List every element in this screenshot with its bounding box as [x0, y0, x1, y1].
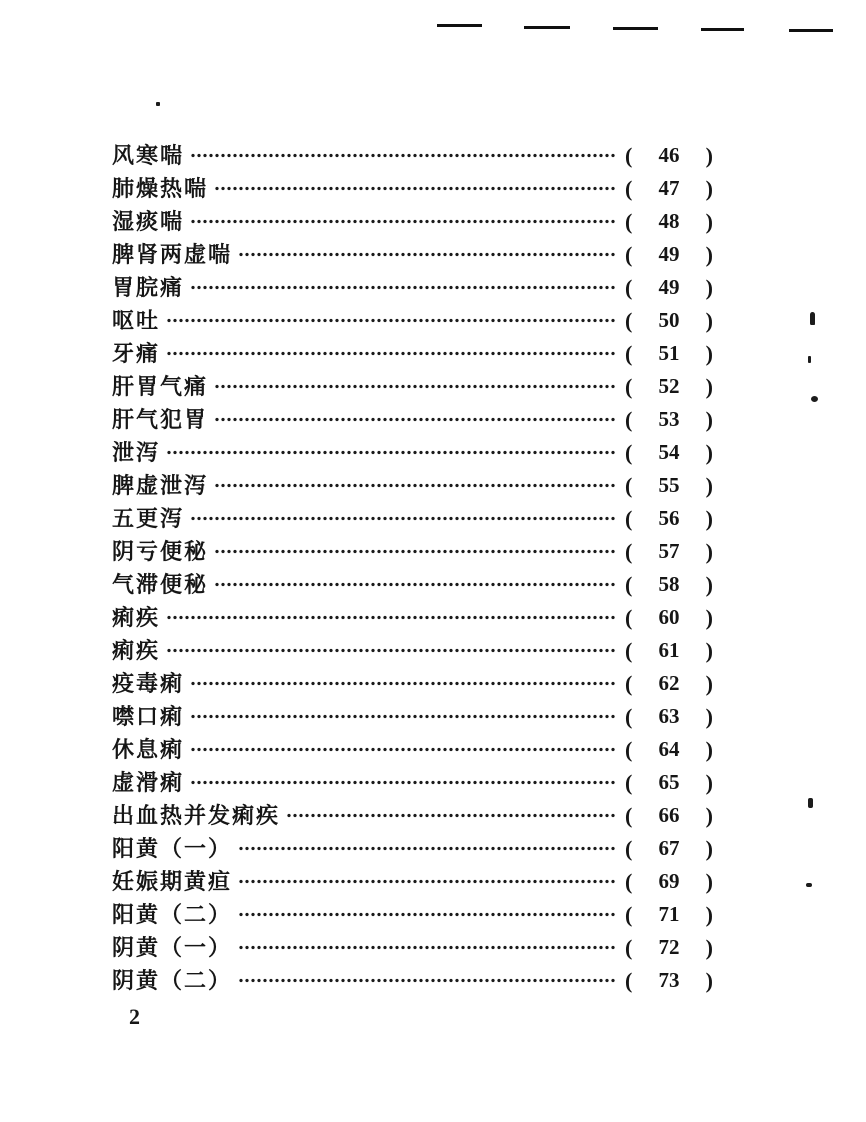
page-number: 61: [658, 638, 680, 662]
toc-entry-title: 胃脘痛: [112, 275, 185, 300]
toc-entry-title: 脾虚泄泻: [112, 473, 209, 498]
page-number: 56: [658, 506, 680, 530]
paren-open: (: [625, 604, 633, 630]
toc-entry-pageno: [625, 407, 713, 433]
page-number: 66: [658, 803, 680, 827]
dot-leader: [190, 700, 617, 733]
dot-leader: [214, 370, 617, 403]
dot-leader: [166, 337, 617, 370]
toc-entry: [112, 271, 713, 304]
toc-entry-pageno: [625, 770, 713, 796]
page-number: 69: [658, 869, 680, 893]
paren-close: ): [705, 406, 713, 432]
toc-entry: [112, 634, 713, 667]
toc-entry: [112, 205, 713, 238]
toc-entry-pageno: [625, 308, 713, 334]
page-number: 67: [658, 836, 680, 860]
toc-entry-title: 虚滑痢: [112, 770, 185, 795]
paren-open: (: [625, 406, 633, 432]
paren-open: (: [625, 670, 633, 696]
toc-entry: [112, 304, 713, 337]
toc-entry: [112, 898, 713, 931]
paren-close: ): [705, 967, 713, 993]
dot-leader: [238, 238, 617, 271]
toc-entry-pageno: [625, 935, 713, 961]
dot-leader: [238, 898, 617, 931]
toc-entry-title: 妊娠期黄疸: [112, 869, 233, 894]
paren-open: (: [625, 934, 633, 960]
toc-entry: [112, 865, 713, 898]
page-number: 57: [658, 539, 680, 563]
toc-entry-pageno: [625, 638, 713, 664]
toc-entry-pageno: [625, 572, 713, 598]
toc-entry-pageno: [625, 902, 713, 928]
toc-entry-pageno: [625, 275, 713, 301]
toc-entry-title: 痢疾: [112, 605, 161, 630]
ink-speck: [808, 798, 813, 808]
toc-entry-title: 痢疾: [112, 638, 161, 663]
ink-speck: [806, 883, 812, 887]
page-number: 49: [658, 275, 680, 299]
paren-open: (: [625, 373, 633, 399]
toc-entry-pageno: [625, 242, 713, 268]
page-number: 62: [658, 671, 680, 695]
scan-registration-dash: [789, 29, 833, 32]
page-number: 55: [658, 473, 680, 497]
paren-close: ): [705, 142, 713, 168]
paren-close: ): [705, 736, 713, 762]
paren-close: ): [705, 571, 713, 597]
paren-close: ): [705, 505, 713, 531]
toc-entry-pageno: [625, 506, 713, 532]
toc-entry: [112, 733, 713, 766]
dot-leader: [238, 964, 617, 997]
toc-entry-pageno: [625, 176, 713, 202]
page-number: 52: [658, 374, 680, 398]
toc-entry: [112, 469, 713, 502]
page-number: 58: [658, 572, 680, 596]
paren-open: (: [625, 142, 633, 168]
toc-entry: [112, 139, 713, 172]
paren-close: ): [705, 901, 713, 927]
page-number: 49: [658, 242, 680, 266]
toc-entry-title: 疫毒痢: [112, 671, 185, 696]
paren-open: (: [625, 241, 633, 267]
toc-entry-title: 阴黄（一）: [112, 935, 233, 960]
toc-entry: [112, 238, 713, 271]
toc-entry-pageno: [625, 869, 713, 895]
dot-leader: [214, 172, 617, 205]
scan-registration-dash: [524, 26, 570, 29]
paren-close: ): [705, 703, 713, 729]
toc-entry: [112, 172, 713, 205]
paren-close: ): [705, 439, 713, 465]
toc-entry-title: 气滞便秘: [112, 572, 209, 597]
page-number: 65: [658, 770, 680, 794]
paren-close: ): [705, 604, 713, 630]
toc-entry-title: 牙痛: [112, 341, 161, 366]
paren-open: (: [625, 175, 633, 201]
dot-leader: [166, 304, 617, 337]
page-number: 63: [658, 704, 680, 728]
paren-open: (: [625, 439, 633, 465]
toc-entry-title: 肝气犯胃: [112, 407, 209, 432]
scan-registration-dash: [701, 28, 744, 31]
dot-leader: [190, 667, 617, 700]
page-number: 64: [658, 737, 680, 761]
toc-entry-pageno: [625, 374, 713, 400]
paren-open: (: [625, 538, 633, 564]
paren-open: (: [625, 967, 633, 993]
paren-open: (: [625, 472, 633, 498]
dot-leader: [166, 601, 617, 634]
ink-speck: [811, 396, 818, 402]
toc-entry: [112, 799, 713, 832]
toc-entry-title: 肺燥热喘: [112, 176, 209, 201]
toc-entry-title: 风寒喘: [112, 143, 185, 168]
dot-leader: [238, 865, 617, 898]
paren-close: ): [705, 670, 713, 696]
toc-entry: [112, 700, 713, 733]
ink-speck: [156, 102, 160, 106]
toc-entry-title: 阳黄（一）: [112, 836, 233, 861]
toc-entry-title: 休息痢: [112, 737, 185, 762]
page-number: 47: [658, 176, 680, 200]
toc-entry-title: 肝胃气痛: [112, 374, 209, 399]
toc-entry: [112, 766, 713, 799]
page-number: 51: [658, 341, 680, 365]
toc-entry-title: 阳黄（二）: [112, 902, 233, 927]
paren-open: (: [625, 769, 633, 795]
dot-leader: [190, 766, 617, 799]
toc-entry-pageno: [625, 143, 713, 169]
toc-entry-title: 阴亏便秘: [112, 539, 209, 564]
toc-entry: [112, 502, 713, 535]
dot-leader: [190, 733, 617, 766]
toc-entry-pageno: [625, 440, 713, 466]
paren-close: ): [705, 769, 713, 795]
toc-entry: [112, 601, 713, 634]
toc-entry-title: 出血热并发痢疾: [112, 803, 281, 828]
toc-entry-pageno: [625, 605, 713, 631]
toc-entry-title: 噤口痢: [112, 704, 185, 729]
table-of-contents: [112, 139, 713, 997]
dot-leader: [190, 205, 617, 238]
paren-close: ): [705, 934, 713, 960]
toc-entry: [112, 403, 713, 436]
toc-entry: [112, 370, 713, 403]
page-number: 48: [658, 209, 680, 233]
toc-entry: [112, 667, 713, 700]
toc-entry-pageno: [625, 209, 713, 235]
paren-close: ): [705, 274, 713, 300]
paren-close: ): [705, 241, 713, 267]
dot-leader: [238, 832, 617, 865]
dot-leader: [238, 931, 617, 964]
dot-leader: [286, 799, 617, 832]
toc-entry-title: 湿痰喘: [112, 209, 185, 234]
ink-speck: [810, 312, 815, 325]
scan-registration-dash: [613, 27, 658, 30]
toc-entry-pageno: [625, 803, 713, 829]
paren-close: ): [705, 373, 713, 399]
toc-entry: [112, 337, 713, 370]
dot-leader: [214, 568, 617, 601]
toc-entry-pageno: [625, 671, 713, 697]
paren-open: (: [625, 802, 633, 828]
scan-registration-dash: [437, 24, 482, 27]
toc-entry-title: 五更泻: [112, 506, 185, 531]
dot-leader: [166, 436, 617, 469]
paren-close: ): [705, 208, 713, 234]
page-number: 46: [658, 143, 680, 167]
dot-leader: [214, 469, 617, 502]
paren-close: ): [705, 307, 713, 333]
paren-open: (: [625, 835, 633, 861]
toc-entry: [112, 568, 713, 601]
paren-close: ): [705, 637, 713, 663]
ink-speck: [808, 356, 811, 363]
toc-entry: [112, 535, 713, 568]
toc-entry-title: 泄泻: [112, 440, 161, 465]
dot-leader: [190, 139, 617, 172]
toc-entry-pageno: [625, 704, 713, 730]
toc-entry-title: 呕吐: [112, 308, 161, 333]
paren-close: ): [705, 340, 713, 366]
page-number: 71: [658, 902, 680, 926]
page-number: 53: [658, 407, 680, 431]
paren-open: (: [625, 274, 633, 300]
toc-entry: [112, 832, 713, 865]
page-number: 54: [658, 440, 680, 464]
paren-open: (: [625, 307, 633, 333]
dot-leader: [214, 403, 617, 436]
folio-page-number: 2: [129, 1004, 140, 1029]
paren-close: ): [705, 868, 713, 894]
paren-close: ): [705, 175, 713, 201]
dot-leader: [166, 634, 617, 667]
paren-open: (: [625, 340, 633, 366]
toc-entry-pageno: [625, 539, 713, 565]
paren-close: ): [705, 472, 713, 498]
paren-open: (: [625, 571, 633, 597]
toc-entry-pageno: [625, 341, 713, 367]
paren-open: (: [625, 637, 633, 663]
paren-open: (: [625, 703, 633, 729]
page-number: 50: [658, 308, 680, 332]
dot-leader: [214, 535, 617, 568]
toc-entry-pageno: [625, 473, 713, 499]
page-number: 72: [658, 935, 680, 959]
paren-close: ): [705, 538, 713, 564]
paren-open: (: [625, 736, 633, 762]
toc-entry-pageno: [625, 968, 713, 994]
toc-entry: [112, 436, 713, 469]
paren-open: (: [625, 868, 633, 894]
toc-entry: [112, 964, 713, 997]
toc-entry-pageno: [625, 836, 713, 862]
dot-leader: [190, 271, 617, 304]
paren-open: (: [625, 505, 633, 531]
dot-leader: [190, 502, 617, 535]
toc-entry-pageno: [625, 737, 713, 763]
toc-entry-title: 阴黄（二）: [112, 968, 233, 993]
page-number: 60: [658, 605, 680, 629]
toc-entry-title: 脾肾两虚喘: [112, 242, 233, 267]
paren-close: ): [705, 802, 713, 828]
toc-entry: [112, 931, 713, 964]
paren-open: (: [625, 901, 633, 927]
paren-open: (: [625, 208, 633, 234]
paren-close: ): [705, 835, 713, 861]
page-number: 73: [658, 968, 680, 992]
